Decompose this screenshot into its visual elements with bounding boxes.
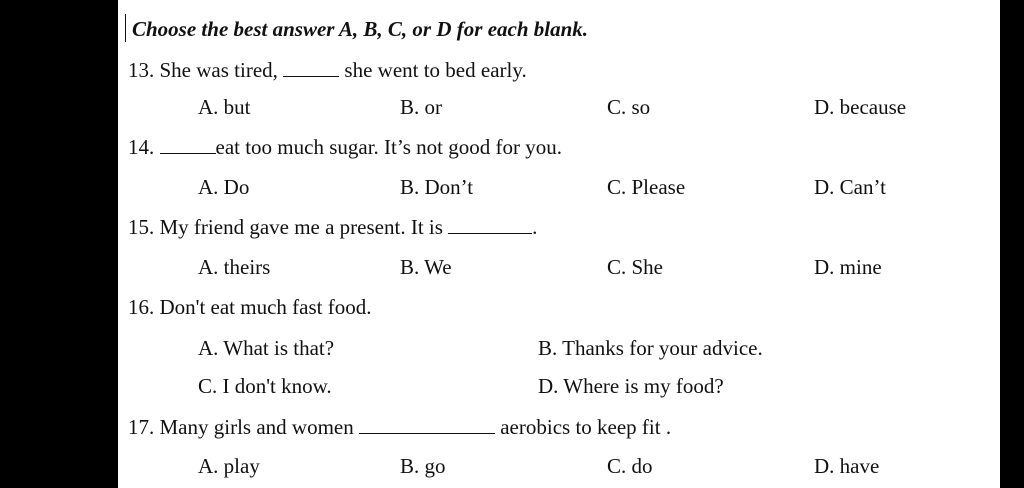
option-14-c[interactable]: C. Please <box>607 175 686 199</box>
question-number: 15. <box>128 215 155 239</box>
option-13-c[interactable]: C. so <box>607 95 651 119</box>
question-16 <box>128 295 371 319</box>
question-text-before: My friend gave me a present. It is <box>159 215 443 239</box>
option-17-b[interactable]: B. go <box>400 454 446 478</box>
answer-blank[interactable] <box>359 415 495 434</box>
option-13-b[interactable]: B. or <box>400 95 442 119</box>
option-13-a[interactable]: A. but <box>198 95 251 119</box>
option-17-c[interactable]: C. do <box>607 454 653 478</box>
option-16-d[interactable]: D. Where is my food? <box>538 374 724 398</box>
option-17-d[interactable]: D. have <box>814 454 880 478</box>
question-15 <box>128 215 537 239</box>
option-15-a[interactable]: A. theirs <box>198 255 271 279</box>
question-text-after: eat too much sugar. It’s not good for you. <box>215 135 562 159</box>
text-cursor <box>125 14 126 42</box>
worksheet-page <box>118 0 1000 488</box>
option-16-c[interactable]: C. I don't know. <box>198 374 332 398</box>
question-13 <box>128 58 527 82</box>
option-15-d[interactable]: D. mine <box>814 255 882 279</box>
option-13-d[interactable]: D. because <box>814 95 907 119</box>
question-text-after: she went to bed early. <box>344 58 527 82</box>
option-15-c[interactable]: C. She <box>607 255 664 279</box>
question-number: 14. <box>128 135 155 159</box>
answer-blank[interactable] <box>448 215 532 234</box>
answer-blank[interactable] <box>160 135 216 154</box>
question-text: Don't eat much fast food. <box>159 295 372 319</box>
question-text-after: aerobics to keep fit . <box>500 415 672 439</box>
question-number: 13. <box>128 58 155 82</box>
question-14 <box>128 135 562 159</box>
question-number: 17. <box>128 415 155 439</box>
option-15-b[interactable]: B. We <box>400 255 452 279</box>
answer-blank[interactable] <box>283 58 339 77</box>
instruction-heading: Choose the best answer A, B, C, or D for each blank. <box>132 17 589 41</box>
option-14-b[interactable]: B. Don’t <box>400 175 474 199</box>
question-number: 16. <box>128 295 155 319</box>
option-16-a[interactable]: A. What is that? <box>198 336 335 360</box>
question-17 <box>128 415 671 439</box>
question-text-before: Many girls and women <box>159 415 354 439</box>
option-16-b[interactable]: B. Thanks for your advice. <box>538 336 763 360</box>
question-text-before: She was tired, <box>159 58 278 82</box>
option-17-a[interactable]: A. play <box>198 454 260 478</box>
option-14-a[interactable]: A. Do <box>198 175 250 199</box>
option-14-d[interactable]: D. Can’t <box>814 175 886 199</box>
question-text-after: . <box>532 215 538 239</box>
